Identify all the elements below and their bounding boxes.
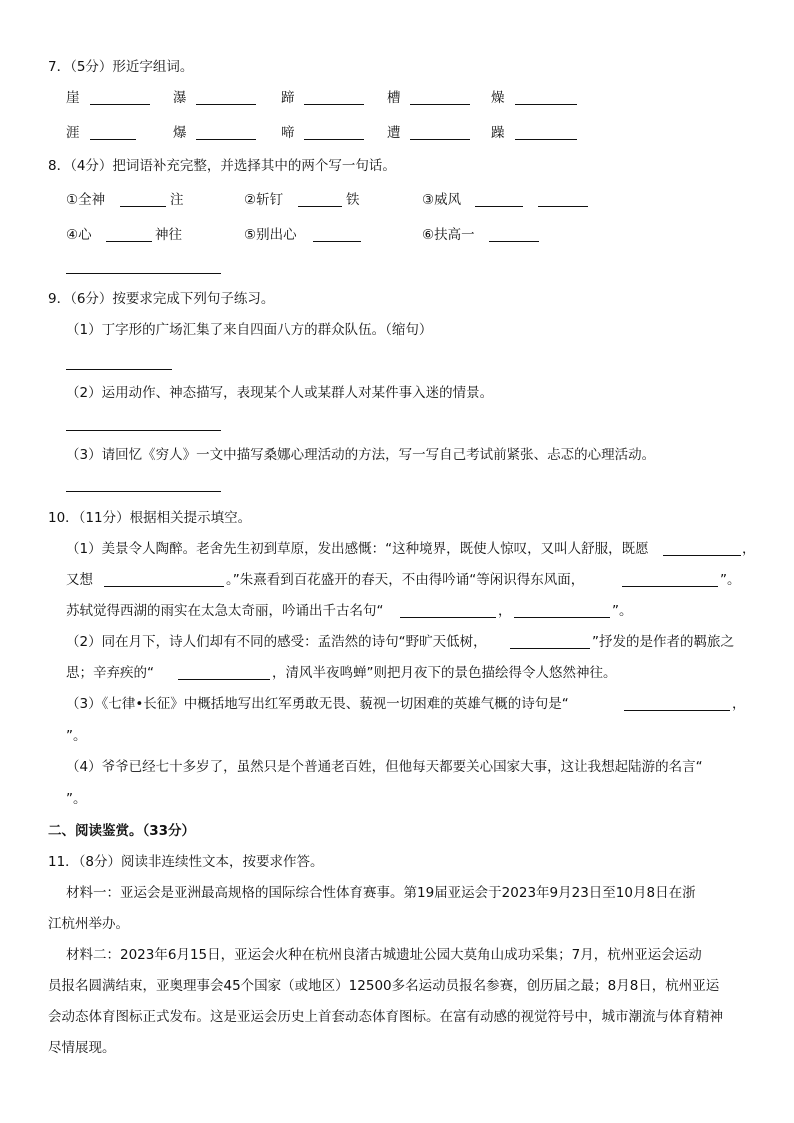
answer-blank[interactable] [475, 206, 523, 207]
q10-p1-line1: （1）美景令人陶醉。老舍先生初到草原，发出感慨：“这种境界，既使人惊叹，又叫人舒服，既愿 [66, 541, 649, 557]
q7-char: 啼 [281, 125, 295, 141]
q10-p1-line3-pre: 苏轼觉得西湖的雨实在太急太奇丽，吟诵出千古名句“ [66, 603, 384, 619]
q7-char: 蹄 [281, 90, 295, 106]
answer-blank[interactable] [196, 139, 256, 140]
answer-blank[interactable] [624, 710, 730, 711]
answer-blank[interactable] [410, 104, 470, 105]
answer-blank[interactable] [104, 586, 224, 587]
q11-material2-line1: 材料二：2023年6月15日，亚运会火种在杭州良渚古城遗址公园大莫角山成功采集；7月，杭州亚运会运动 [66, 947, 702, 963]
q10-p4-line1: （4）爷爷已经七十多岁了，虽然只是个普通老百姓，但他每天都要关心国家大事，这让我想起陆游的名言“ [66, 759, 703, 775]
q9-sub2: （2）运用动作、神态描写，表现某个人或某群人对某件事入迷的情景。 [66, 385, 494, 401]
q7-char: 燥 [491, 90, 505, 106]
q8-item-prefix: ⑤别出心 [244, 227, 297, 243]
q10-p3-line1-end: ， [732, 696, 746, 712]
answer-blank[interactable] [410, 139, 470, 140]
q9-sub3: （3）请回忆《穷人》一文中描写桑娜心理活动的方法，写一写自己考试前紧张、忐忑的心理活动。 [66, 447, 656, 463]
answer-blank[interactable] [515, 139, 577, 140]
answer-blank[interactable] [120, 206, 166, 207]
q7-char: 躁 [491, 125, 505, 141]
q7-char: 槽 [387, 90, 401, 106]
answer-blank[interactable] [514, 617, 610, 618]
q9-title: 9．（6分）按要求完成下列句子练习。 [48, 291, 275, 307]
q10-p4-line2: ”。 [66, 791, 87, 807]
q11-material2-line3: 会动态体育图标正式发布。这是亚运会历史上首套动态体育图标。在富有动感的视觉符号中，城市潮流与体育精神 [48, 1009, 723, 1025]
section-title: 二、阅读鉴赏。（33分） [48, 823, 196, 839]
answer-blank[interactable] [313, 241, 361, 242]
q10-title: 10．（11分）根据相关提示填空。 [48, 510, 252, 526]
answer-blank[interactable] [400, 617, 496, 618]
q10-p1-line2-pre: 又想 [66, 572, 93, 588]
answer-blank[interactable] [90, 139, 136, 140]
answer-blank[interactable] [663, 555, 741, 556]
q10-p1-line3-end: ”。 [612, 603, 633, 619]
q8-item-suffix: 神往 [155, 227, 182, 243]
q10-p3-line1: （3）《七律•长征》中概括地写出红军勇敢无畏、藐视一切困难的英雄气概的诗句是“ [66, 696, 569, 712]
q11-material1-line2: 江杭州举办。 [48, 916, 129, 932]
q10-p3-line2: ”。 [66, 728, 87, 744]
q8-item-suffix: 注 [170, 192, 184, 208]
answer-blank[interactable] [304, 104, 364, 105]
answer-blank[interactable] [178, 679, 270, 680]
answer-line[interactable] [66, 491, 221, 492]
q10-p2-line1-pre: （2）同在月下，诗人们却有不同的感受：孟浩然的诗句“野旷天低树， [66, 634, 487, 650]
answer-blank[interactable] [196, 104, 256, 105]
q8-title: 8．（4分）把词语补充完整，并选择其中的两个写一句话。 [48, 158, 396, 174]
answer-blank[interactable] [515, 104, 577, 105]
q8-item-prefix: ③威风 [422, 192, 462, 208]
q7-char: 爆 [173, 125, 187, 141]
q10-comma: ， [742, 541, 756, 557]
answer-line[interactable] [66, 369, 172, 370]
q8-item-prefix: ②斩钉 [244, 192, 284, 208]
answer-line[interactable] [66, 273, 221, 274]
answer-blank[interactable] [510, 648, 590, 649]
q8-item-prefix: ④心 [66, 227, 92, 243]
answer-blank[interactable] [90, 104, 150, 105]
q11-material1-line1: 材料一：亚运会是亚洲最高规格的国际综合性体育赛事。第19届亚运会于2023年9月23日至10月8日在浙 [66, 885, 696, 901]
q10-p1-line3-mid: ， [498, 603, 512, 619]
q8-item-prefix: ①全神 [66, 192, 106, 208]
q11-material2-line4: 尽情展现。 [48, 1040, 116, 1056]
q7-title: 7．（5分）形近字组词。 [48, 59, 194, 75]
answer-blank[interactable] [622, 586, 718, 587]
q11-material2-line2: 员报名圆满结束，亚奥理事会45个国家（或地区）12500多名运动员报名参赛，创历届之最；8月8日，杭州亚运 [48, 978, 720, 994]
q8-item-prefix: ⑥扶高一 [422, 227, 475, 243]
q7-char: 崖 [66, 90, 80, 106]
q7-char: 涯 [66, 125, 80, 141]
q8-item-suffix: 铁 [346, 192, 360, 208]
q10-p1-line2-post: 。”朱熹看到百花盛开的春天，不由得吟诵“等闲识得东风面， [226, 572, 585, 588]
q7-char: 遭 [387, 125, 401, 141]
q10-p2-line2-post: ，清风半夜鸣蝉”则把月夜下的景色描绘得令人悠然神往。 [272, 665, 617, 681]
q10-p2-line1-post: ”抒发的是作者的羁旅之 [592, 634, 734, 650]
q10-p1-line2-end: ”。 [720, 572, 741, 588]
q11-title: 11．（8分）阅读非连续性文本，按要求作答。 [48, 854, 324, 870]
answer-line[interactable] [66, 430, 221, 431]
answer-blank[interactable] [489, 241, 539, 242]
answer-blank[interactable] [298, 206, 342, 207]
q9-sub1: （1）丁字形的广场汇集了来自四面八方的群众队伍。（缩句） [66, 322, 433, 338]
answer-blank[interactable] [106, 241, 152, 242]
q7-char: 瀑 [173, 90, 187, 106]
answer-blank[interactable] [304, 139, 364, 140]
q10-p2-line2-pre: 思；辛弃疾的“ [66, 665, 154, 681]
answer-blank[interactable] [538, 206, 588, 207]
